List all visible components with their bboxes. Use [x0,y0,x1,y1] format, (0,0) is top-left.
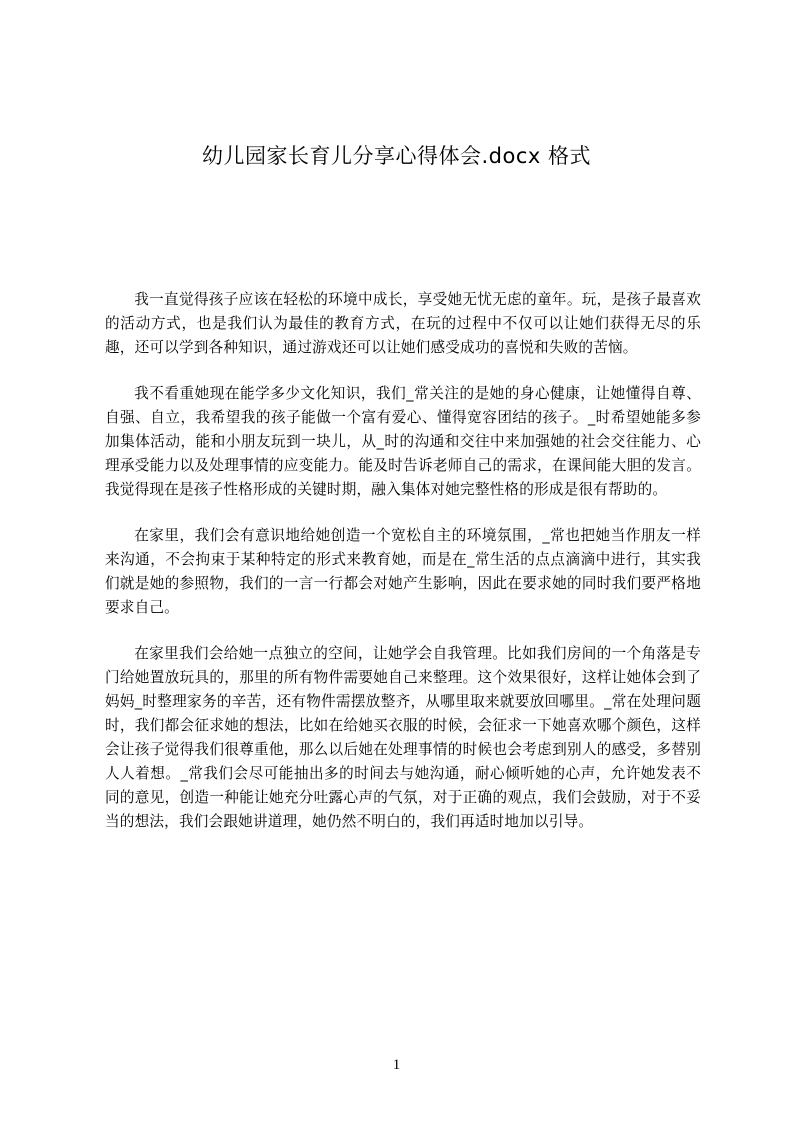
document-title: 幼儿园家长育儿分享心得体会.docx 格式 [201,144,591,168]
document-body [105,288,701,856]
paragraph-4: 在家里我们会给她一点独立的空间，让她学会自我管理。比如我们房间的一个角落是专门给她置放玩具的，那里的所有物件需要她自己来整理。这个效果很好，这样让她体会到了妈妈_时整理家务的辛苦，还有物件需摆放整齐，从哪里取来就要放回哪里。_常在处理问题时，我们都会征求她的想法，比如在给她买衣服的时候，会征求一下她喜欢哪个颜色，这样会让孩子觉得我们很尊重他，那么以后她在处理事情的时候也会考虑到别人的感受，多替别人人着想。_常我们会尽可能抽出多的时间去与她沟通，耐心倾听她的心声，允许她发表不同的意见，创造一种能让她充分吐露心声的气氛，对于正确的观点，我们会鼓励，对于不妥当的想法，我们会跟她讲道理，她仍然不明白的，我们再适时地加以引导。 [105,645,701,830]
paragraph-1: 我一直觉得孩子应该在轻松的环境中成长，享受她无忧无虑的童年。玩，是孩子最喜欢的活动方式，也是我们认为最佳的教育方式，在玩的过程中不仅可以让她们获得无尽的乐趣，还可以学到各种知识，通过游戏还可以让她们感受成功的喜悦和失败的苦恼。 [105,291,701,356]
paragraph-3: 在家里，我们会有意识地给她创造一个宽松自主的环境氛围，_常也把她当作朋友一样来沟通，不会拘束于某种特定的形式来教育她，而是在_常生活的点点滴滴中进行，其实我们就是她的参照物，我们的一言一行都会对她产生影响，因此在要求她的同时我们要严格地要求自己。 [105,527,701,616]
page-number: 1 [392,1057,401,1073]
paragraph-2: 我不看重她现在能学多少文化知识，我们_常关注的是她的身心健康，让她懂得自尊、自强、自立，我希望我的孩子能做一个富有爱心、懂得宽容团结的孩子。_时希望她能多参加集体活动，能和小朋友玩到一块儿，从_时的沟通和交往中来加强她的社会交往能力、心理承受能力以及处理事情的应变能力。能及时告诉老师自己的需求，在课间能大胆的发言。我觉得现在是孩子性格形成的关键时期，融入集体对她完整性格的形成是很有帮助的。 [105,385,701,498]
